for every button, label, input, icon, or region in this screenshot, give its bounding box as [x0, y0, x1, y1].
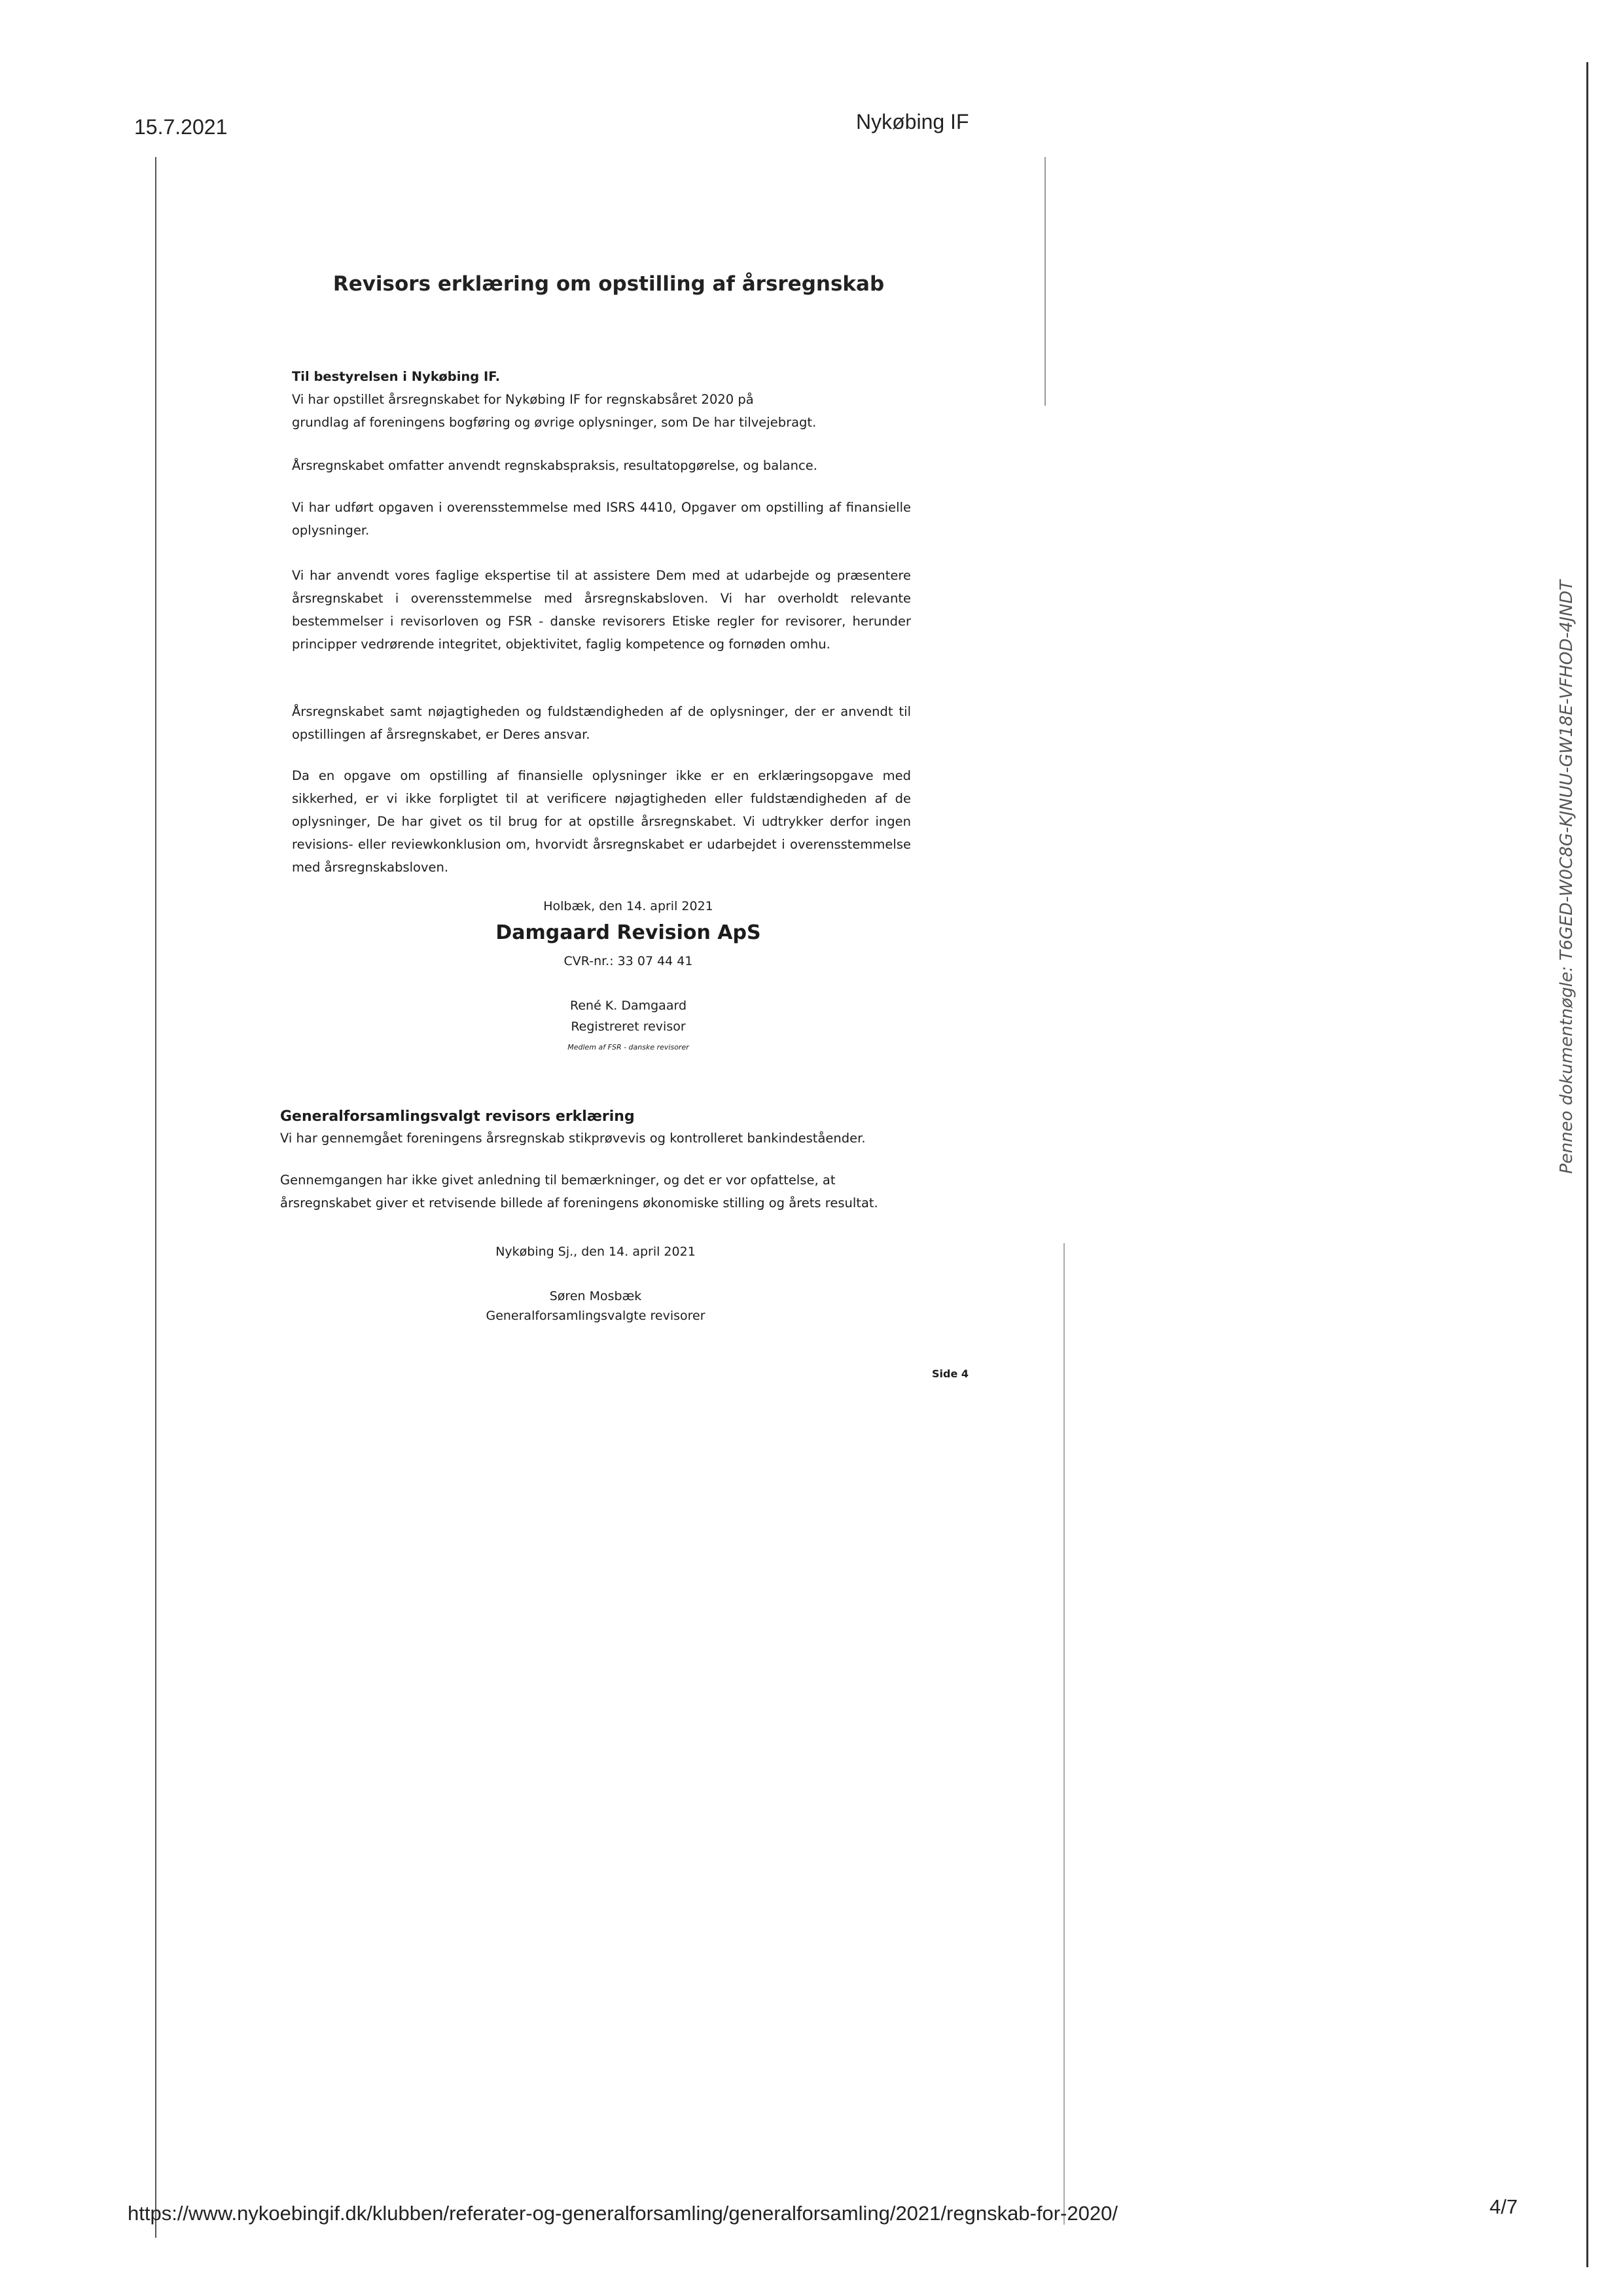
section2-heading: Generalforsamlingsvalgt revisors erklæring — [280, 1108, 635, 1125]
page-label: Side 4 — [932, 1368, 969, 1380]
signature2-name: Søren Mosbæk — [549, 1289, 642, 1303]
section2-para2: Gennemgangen har ikke givet anledning til bemærkninger, og det er vor opfattelse, at årsregnskabet giver et retvisende billede af foreningens økonomiske stilling og årets resultat. — [280, 1173, 878, 1210]
intro-line: Vi har opstillet årsregnskabet for Nykøbing IF for regnskabsåret 2020 på — [292, 392, 754, 407]
signature-role: Registreret revisor — [571, 1019, 686, 1034]
paragraph-scope: Årsregnskabet omfatter anvendt regnskabspraksis, resultatopgørelse, og balance. — [292, 458, 817, 473]
paragraph-standard: Vi har udført opgaven i overensstemmelse med ISRS 4410, Opgaver om opstilling af finansielle oplysninger. — [292, 500, 911, 538]
section2-line1: Vi har gennemgået foreningens årsregnskab stikprøvevis og kontrolleret bankindeståender. — [280, 1131, 866, 1146]
addressee: Til bestyrelsen i Nykøbing IF. — [292, 369, 501, 384]
document-title: Revisors erklæring om opstilling af årsregnskab — [332, 272, 885, 296]
signature-name: René K. Damgaard — [569, 998, 687, 1013]
page-right-border-line — [1586, 62, 1588, 2267]
addressee-block — [292, 365, 920, 434]
page: 15.7.2021 Nykøbing IF Revisors erklæring om opstilling af årsregnskab Til bestyrelsen i Nykøbing IF. Vi har opstillet årsregnskabet for Nykøbing IF for regnskabsåret 2020 på grundlag af foreningens bogføring og øvrige oplysninger, som De har tilvejebragt. Årsregnskabet omfatter anvendt regnskabspraksis, resultatopgørelse, og balance. Vi har udført opgaven i overensstemmelse med ISRS 4410, Opgaver om opstilling af finansielle oplysninger. Vi har anvendt vores faglige ekspertise til at assistere Dem med at udarbejde og præsentere årsregnskabet i overensstemmelse med årsregnskabsloven. Vi har overholdt relevante bestemmelser i revisorloven og FSR - danske revisorers Etiske regler for revisorer, herunder principper vedrørende integritet, objektivitet, faglig kompetence og fornøden omhu. Årsregnskabet samt nøjagtigheden og fuldstændigheden af de oplysninger, der er anvendt til opstillingen af årsregnskabet, er Deres ansvar. Da en opgave om opstilling af finansielle oplysninger ikke er en erklæringsopgave med sikkerhed, er vi ikke forpligtet til at verificere nøjagtigheden eller fuldstændigheden af de oplysninger, De har givet os til brug for at opstille årsregnskabet. Vi udtrykker derfor ingen revisions- eller reviewkonklusion om, hvorvidt årsregnskabet er udarbejdet i overensstemmelse med årsregnskabsloven. Holbæk, den 14. april 2021 Damgaard Revision ApS CVR-nr.: 33 07 44 41 René K. Damgaard Registreret revisor Medlem af FSR - danske revisorer Generalforsamlingsvalgt revisors erklæring Vi har gennemgået foreningens årsregnskab stikprøvevis og kontrolleret bankindeståender. Gennemgangen har ikke givet anledning til bemærkninger, og det er vor opfattelse, at årsregnskabet giver et retvisende billede af foreningens økonomiske stilling og årets resultat. Nykøbing Sj., den 14. april 2021 Søren Mosbæk Generalforsamlingsvalgte revisorer Side 4 Penneo dokumentnøgle: T6GED-W0C8G-KJNUU-GW18E-VFHOD-4JNDT https://www.nykoebingif.dk/klubben/referater-og-generalforsamling/generalforsamling/2021/regnskab-for-2020/ 4/7 — [0, 0, 1623, 2296]
signature-cvr: CVR-nr.: 33 07 44 41 — [563, 954, 693, 968]
paragraph-expertise: Vi har anvendt vores faglige ekspertise til at assistere Dem med at udarbejde og præsentere årsregnskabet i overensstemmelse med årsregnskabsloven. Vi har overholdt relevante bestemmelser i revisorloven og FSR - danske revisorers Etiske regler for revisorer, herunder principper vedrørende integritet, objektivitet, faglig kompetence og fornøden omhu. — [292, 568, 911, 652]
signature-firm: Damgaard Revision ApS — [495, 921, 761, 944]
signature-membership: Medlem af FSR - danske revisorer — [567, 1043, 689, 1051]
signature2-role: Generalforsamlingsvalgte revisorer — [486, 1309, 705, 1323]
print-page-count: 4/7 — [1489, 2195, 1518, 2218]
signature-place-date: Holbæk, den 14. april 2021 — [543, 899, 713, 913]
intro-line: grundlag af foreningens bogføring og øvrige oplysninger, som De har tilvejebragt. — [292, 415, 817, 430]
signature2-place-date: Nykøbing Sj., den 14. april 2021 — [495, 1245, 696, 1259]
print-page-title: Nykøbing IF — [856, 110, 969, 133]
scan-right-edge-line-lower — [1063, 1243, 1065, 2225]
print-url[interactable]: https://www.nykoebingif.dk/klubben/referater-og-generalforsamling/generalforsamling/2021/regnskab-for-2020/ — [128, 2202, 1118, 2225]
print-date: 15.7.2021 — [134, 115, 228, 139]
paragraph-assurance: Da en opgave om opstilling af finansielle oplysninger ikke er en erklæringsopgave med sikkerhed, er vi ikke forpligtet til at verificere nøjagtigheden eller fuldstændigheden af de oplysninger, De har givet os til brug for at opstille årsregnskabet. Vi udtrykker derfor ingen revisions- eller reviewkonklusion om, hvorvidt årsregnskabet er udarbejdet i overensstemmelse med årsregnskabsloven. — [292, 768, 911, 875]
scan-right-edge-line — [1044, 157, 1046, 406]
paragraph-responsibility: Årsregnskabet samt nøjagtigheden og fuldstændigheden af de oplysninger, der er anvendt til opstillingen af årsregnskabet, er Deres ansvar. — [292, 704, 911, 742]
scan-left-edge-line — [155, 157, 156, 2238]
